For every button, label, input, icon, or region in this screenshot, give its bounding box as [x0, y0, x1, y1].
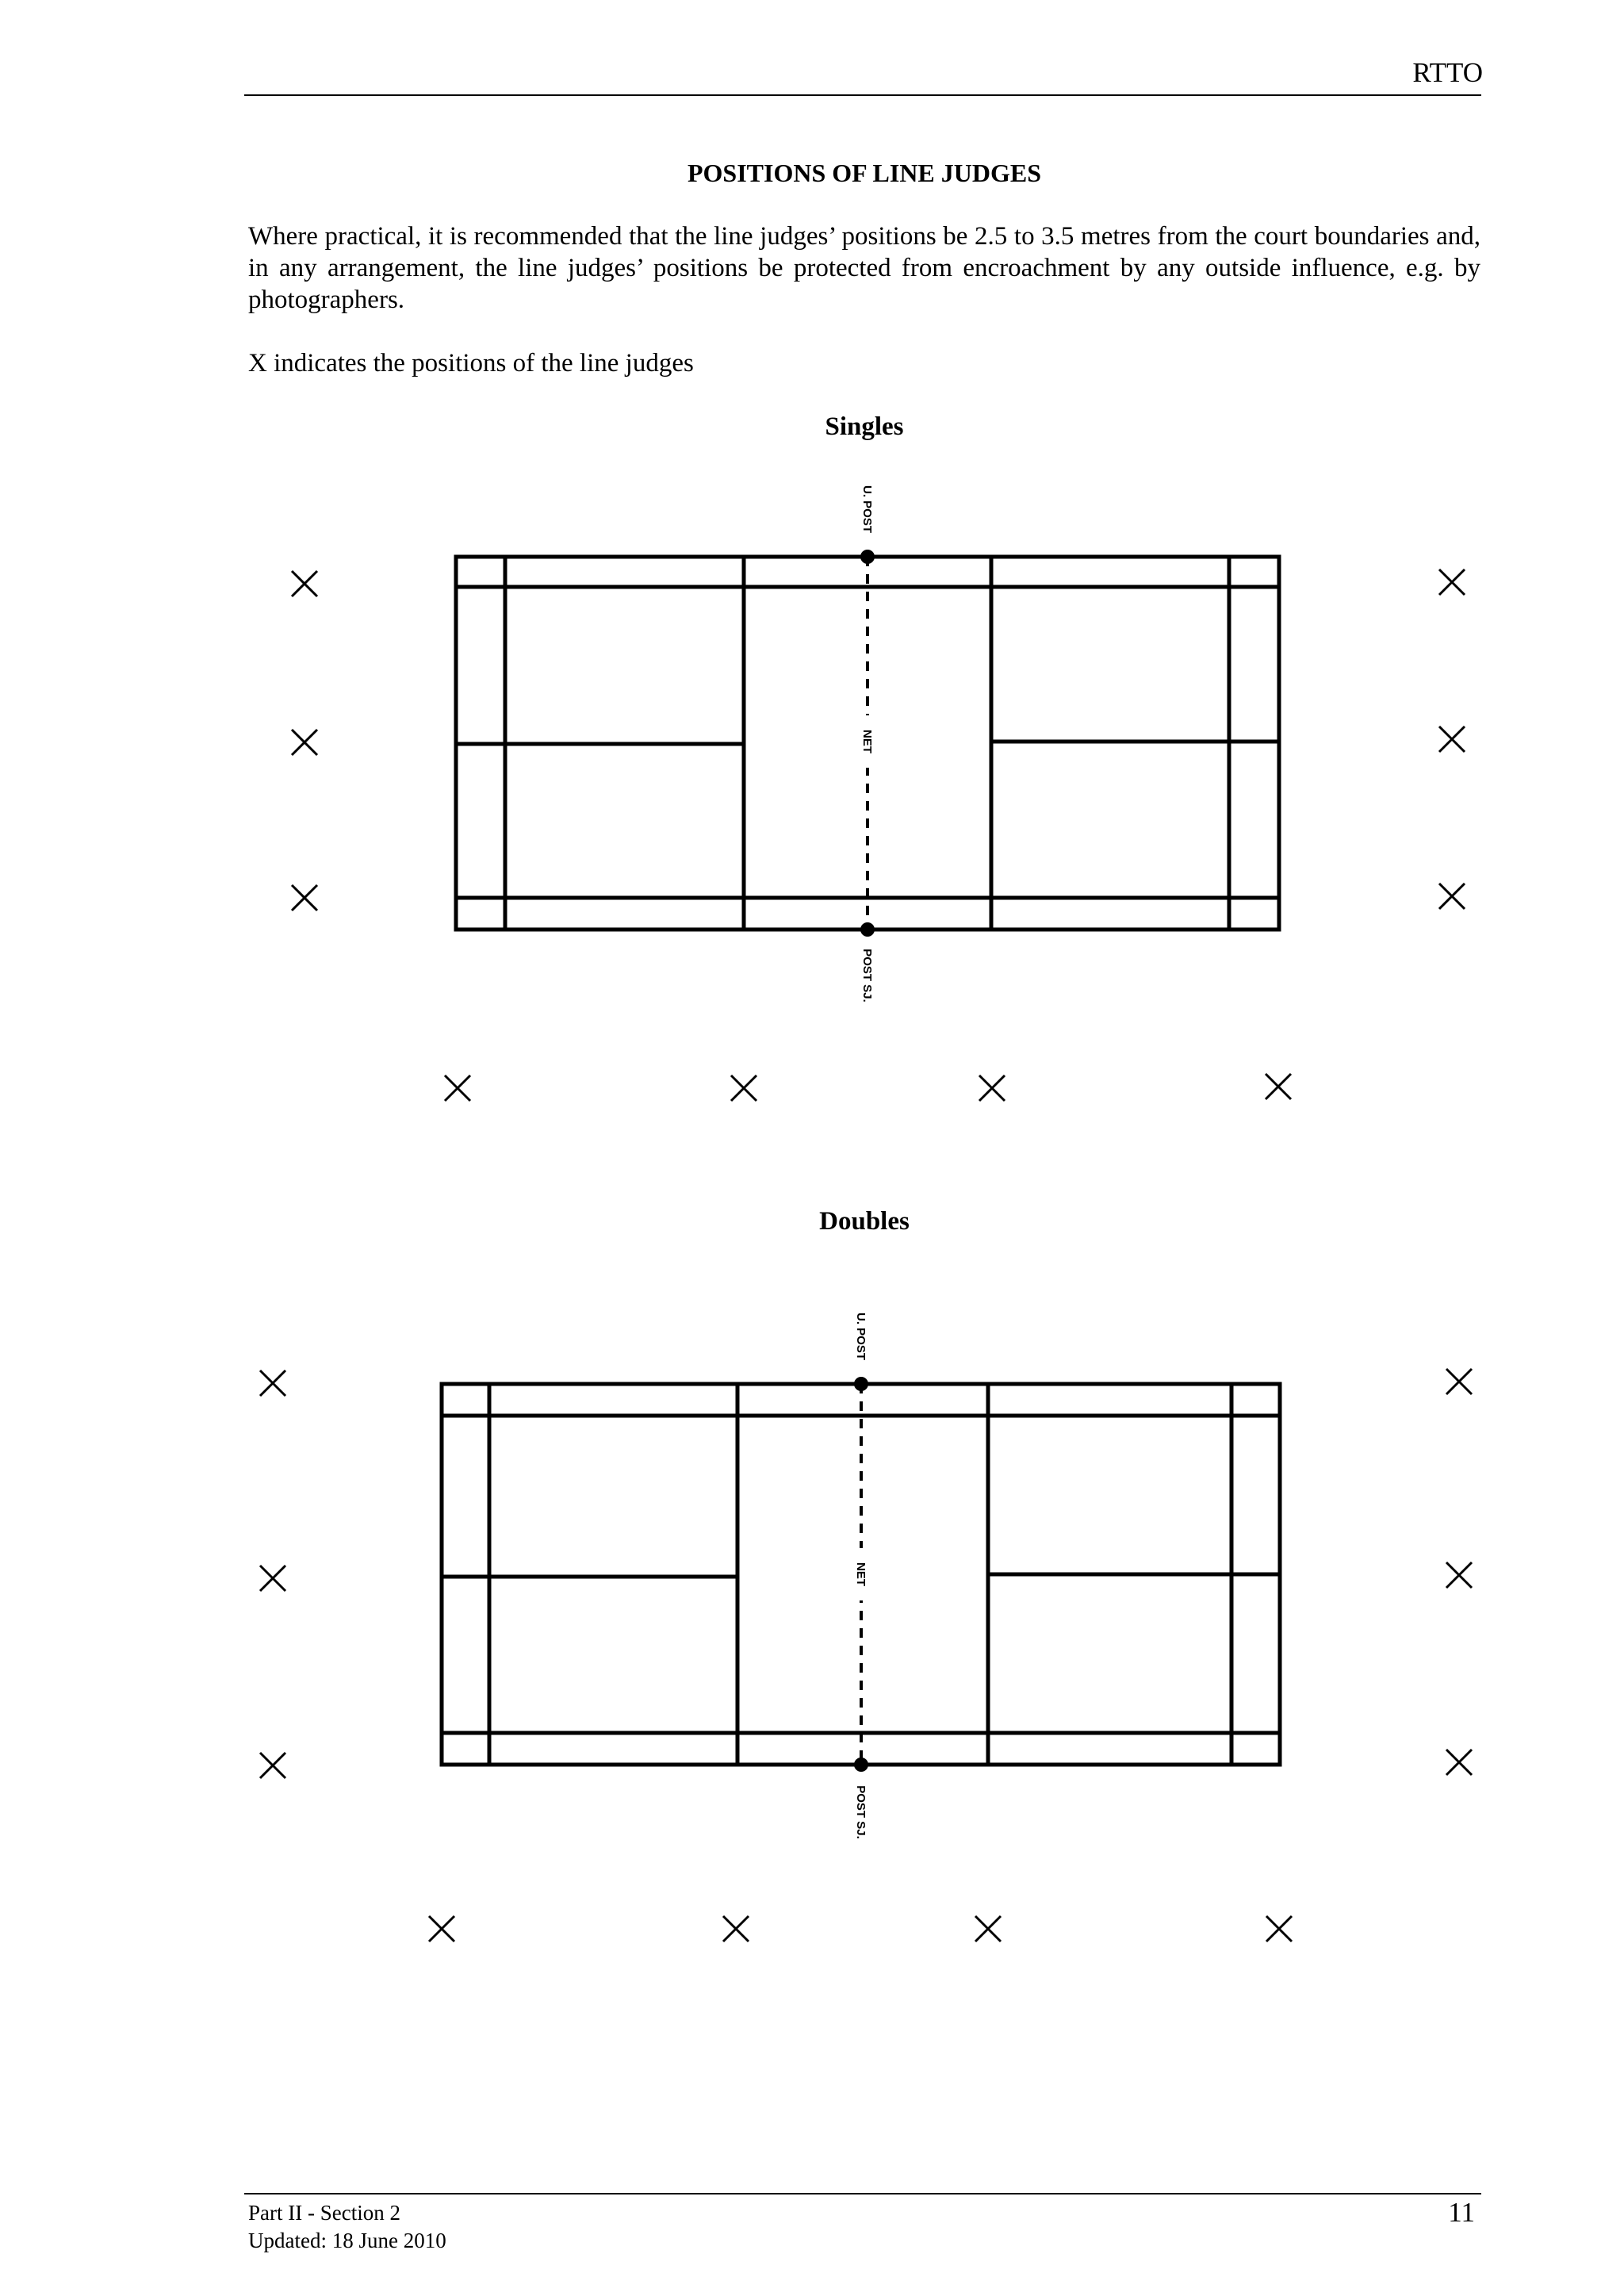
top-post	[860, 550, 875, 564]
post-bottom-label: POST SJ.	[860, 949, 874, 1002]
line-judge-marker	[1266, 1074, 1291, 1099]
line-judge-marker	[1446, 1750, 1472, 1775]
legend-text: X indicates the positions of the line judges	[248, 349, 694, 378]
line-judge-marker	[1446, 1369, 1472, 1394]
line-judge-marker	[445, 1075, 470, 1101]
page-title: POSITIONS OF LINE JUDGES	[687, 159, 1042, 187]
line-judge-marker	[731, 1075, 756, 1101]
header-rule	[244, 94, 1481, 96]
bottom-post	[860, 922, 875, 937]
top-post	[854, 1377, 868, 1391]
page-number: 11	[1448, 2197, 1475, 2228]
line-judge-marker	[292, 730, 317, 755]
singles-title: Singles	[825, 412, 904, 441]
line-judge-marker	[1446, 1562, 1472, 1588]
header-code: RTTO	[1412, 57, 1483, 88]
net-label: NET	[860, 730, 874, 753]
line-judge-marker	[975, 1916, 1001, 1941]
bottom-post	[854, 1757, 868, 1772]
line-judge-marker	[260, 1566, 285, 1591]
line-judge-marker	[1266, 1916, 1292, 1941]
footer-section: Part II - Section 2	[248, 2201, 400, 2225]
intro-paragraph: Where practical, it is recommended that the line judges’ positions be 2.5 to 3.5 metres from the court boundaries and, in any arrangement, the line judges’ positions be protected from encroachment by any outside influence, e.g. by photographers.	[248, 222, 1480, 314]
post-top-label: U. POST	[860, 485, 874, 534]
doubles-title: Doubles	[819, 1207, 910, 1236]
line-judge-marker	[292, 885, 317, 910]
singles-diagram	[238, 476, 1475, 1110]
line-judge-marker	[292, 571, 317, 596]
line-judge-marker	[260, 1753, 285, 1778]
line-judge-marker	[260, 1370, 285, 1396]
post-top-label: U. POST	[854, 1312, 868, 1361]
footer-updated: Updated: 18 June 2010	[248, 2229, 446, 2252]
line-judge-marker	[979, 1075, 1005, 1101]
singles-line-judges	[292, 569, 1465, 1101]
line-judge-marker	[429, 1916, 454, 1941]
post-bottom-label: POST SJ.	[854, 1785, 868, 1839]
line-judge-marker	[723, 1916, 749, 1941]
doubles-diagram	[238, 1301, 1475, 1959]
net-label: NET	[854, 1562, 868, 1586]
line-judge-marker	[1439, 884, 1465, 909]
line-judge-marker	[1439, 569, 1465, 595]
line-judge-marker	[1439, 726, 1465, 752]
footer-rule	[244, 2193, 1481, 2194]
